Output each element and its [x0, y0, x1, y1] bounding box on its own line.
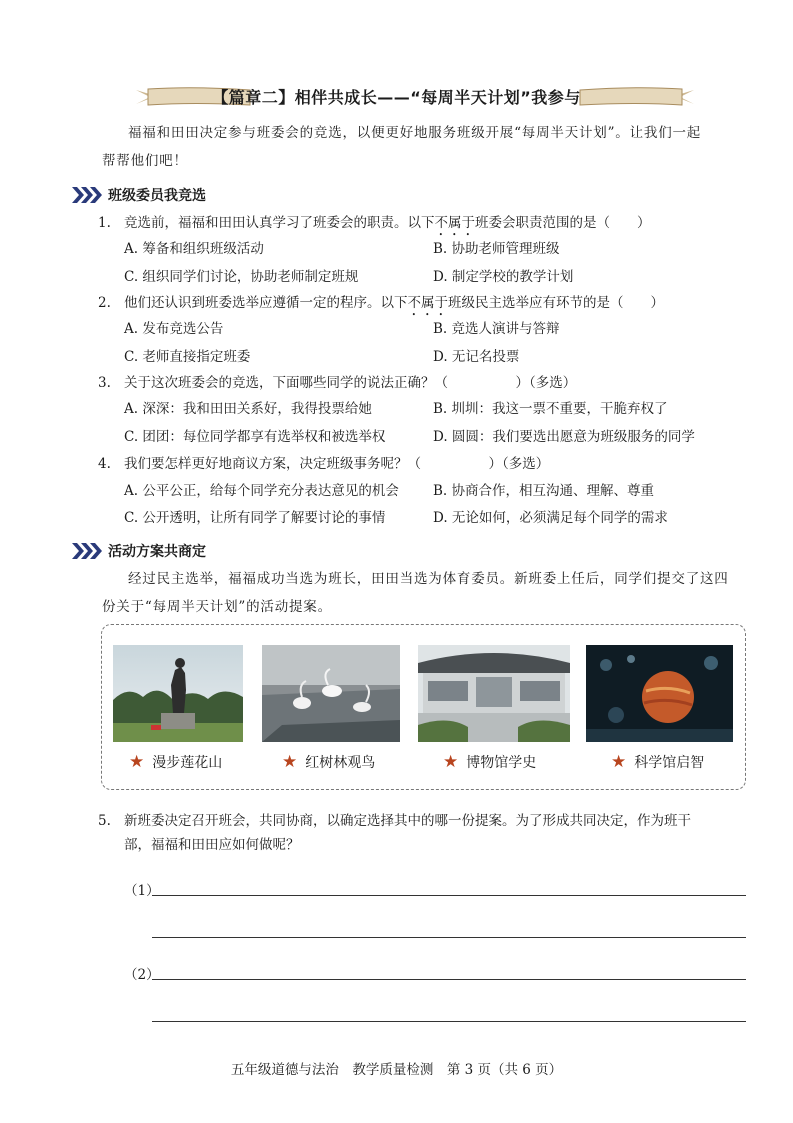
star-icon: ★	[282, 752, 298, 772]
option-4a[interactable]: A. 公平公正，给每个同学充分表达意见的机会	[124, 483, 399, 499]
option-1d[interactable]: D. 制定学校的教学计划	[433, 269, 574, 285]
option-4c[interactable]: C. 公开透明，让所有同学了解要讨论的事情	[124, 510, 386, 526]
star-icon: ★	[443, 752, 459, 772]
question-1: 1. 竞选前，福福和田田认真学习了班委会的职责。以下不属于班委会职责范围的是（ ）	[98, 215, 651, 231]
section2-intro-line-2: 份关于“每周半天计划”的活动提案。	[102, 599, 332, 615]
option-1c[interactable]: C. 组织同学们讨论，协助老师制定班规	[124, 269, 359, 285]
page-title: 【篇章二】相伴共成长——“每周半天计划”我参与	[212, 88, 581, 107]
chevron-arrows-icon	[72, 187, 102, 203]
photo-mangrove-birds	[262, 645, 400, 742]
option-1b[interactable]: B. 协助老师管理班级	[433, 241, 560, 257]
star-icon: ★	[129, 752, 145, 772]
question-4: 4. 我们要怎样更好地商议方案，决定班级事务呢？（ ）（多选）	[98, 456, 550, 472]
intro-line-1: 福福和田田决定参与班委会的竞选，以便更好地服务班级开展“每周半天计划”。让我们一起	[128, 125, 702, 141]
option-3a[interactable]: A. 深深：我和田田关系好，我得投票给她	[124, 401, 372, 417]
option-2a[interactable]: A. 发布竞选公告	[124, 321, 224, 337]
chevron-arrows-icon	[72, 543, 102, 559]
section-heading-plan	[72, 541, 206, 561]
emphasis-text: 不属于	[434, 215, 475, 231]
section2-intro-line-1: 经过民主选举，福福成功当选为班长，田田当选为体育委员。新班委上任后，同学们提交了这四	[128, 571, 729, 587]
option-4b[interactable]: B. 协商合作，相互沟通、理解、尊重	[433, 483, 655, 499]
answer-line-1a[interactable]	[152, 895, 746, 896]
answer-line-2b[interactable]	[152, 1021, 746, 1022]
photo-lianhuashan-statue	[113, 645, 243, 742]
photo-science-museum-planet	[586, 645, 733, 742]
option-3c[interactable]: C. 团团：每位同学都享有选举权和被选举权	[124, 429, 386, 445]
proposal-caption-3: ★ 博物馆学史	[443, 752, 537, 772]
answer-label-1: （1）	[124, 883, 160, 899]
question-5: 5. 新班委决定召开班会，共同协商，以确定选择其中的哪一份提案。为了形成共同决定，作为班干	[98, 813, 691, 829]
page-footer: 五年级道德与法治 教学质量检测 第 3 页（共 6 页）	[230, 1062, 563, 1078]
answer-label-2: （2）	[124, 967, 160, 983]
option-2c[interactable]: C. 老师直接指定班委	[124, 349, 251, 365]
photo-museum-building	[418, 645, 570, 742]
emphasis-text: 不属于	[407, 295, 448, 311]
section-title: 班级委员我竞选	[108, 188, 206, 204]
section-heading-election	[72, 185, 206, 205]
proposal-caption-1: ★ 漫步莲花山	[129, 752, 223, 772]
answer-line-2a[interactable]	[152, 979, 746, 980]
proposal-caption-4: ★ 科学馆启智	[611, 752, 705, 772]
question-3: 3. 关于这次班委会的竞选，下面哪些同学的说法正确？（ ）（多选）	[98, 375, 577, 391]
question-2: 2. 他们还认识到班委选举应遵循一定的程序。以下不属于班级民主选举应有环节的是（ ）	[98, 295, 664, 311]
option-3b[interactable]: B. 圳圳：我这一票不重要，干脆弃权了	[433, 401, 668, 417]
section-title: 活动方案共商定	[108, 544, 206, 560]
star-icon: ★	[611, 752, 627, 772]
proposal-caption-2: ★ 红树林观鸟	[282, 752, 376, 772]
question-5-line-2: 部，福福和田田应如何做呢？	[124, 837, 300, 853]
option-4d[interactable]: D. 无论如何，必须满足每个同学的需求	[433, 510, 668, 526]
option-2d[interactable]: D. 无记名投票	[433, 349, 520, 365]
intro-line-2: 帮帮他们吧！	[102, 153, 188, 169]
option-2b[interactable]: B. 竞选人演讲与答辩	[433, 321, 560, 337]
answer-line-1b[interactable]	[152, 937, 746, 938]
option-3d[interactable]: D. 圆圆：我们要选出愿意为班级服务的同学	[433, 429, 695, 445]
option-1a[interactable]: A. 筹备和组织班级活动	[124, 241, 264, 257]
